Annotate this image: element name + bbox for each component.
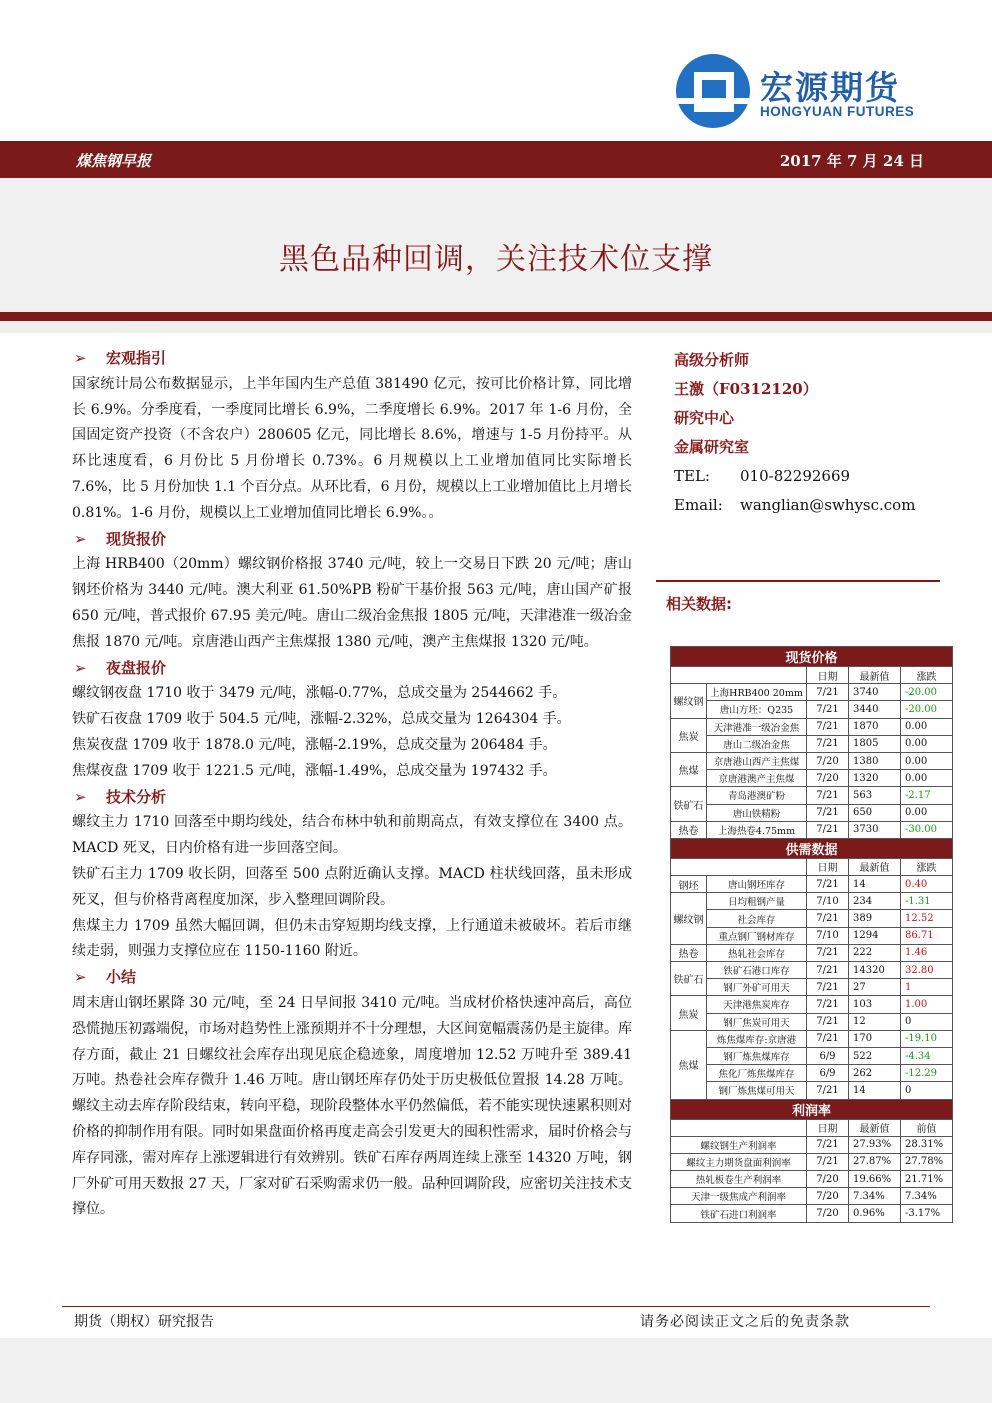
section-paragraph: 焦炭夜盘 1709 收于 1878.0 元/吨，涨幅-2.19%，总成交量为 206484 手。 xyxy=(72,736,557,753)
table-prev-value: 7.34% xyxy=(901,1188,953,1205)
table-category: 钢坯 xyxy=(671,876,707,893)
table-date: 7/21 xyxy=(807,996,849,1013)
table-date: 7/21 xyxy=(807,962,849,979)
bullet-arrow-icon: ➢ xyxy=(74,787,87,806)
table-date: 7/21 xyxy=(807,1153,849,1170)
tel-label: TEL: xyxy=(674,467,710,485)
section-paragraph: 周末唐山钢坯累降 30 元/吨，至 24 日早间报 3410 元/吨。当成材价格快速冲高后，高位恐慌抛压初露端倪，市场对趋势性上涨预期并不十分理想，大区间宽幅震荡仍是主旋律。库存方面，截止 21 日螺纹社会库存出现见底企稳迹象，周度增加 12.52 万吨升至 389.41 万吨。热卷社会库存微升 1.46 万吨。唐山钢坯库存仍处于历史极低位置报 14.28 万吨。螺纹主动去库存阶段结束，转向平稳，现阶段整体水平仍然偏低，若不能实现快速累积则对价格的抑制作用有限。同时如果盘面价格再度走高会引发更大的囤积性需求，届时价格会与库存同涨，需对库存上涨逻辑进行有效辨别。铁矿石库存两周连续上涨至 14320 万吨，钢厂外矿可用天数报 27 天，厂家对矿石采购需求仍一般。品种回调阶段，应密切关注技术支撑位。 xyxy=(72,994,632,1218)
sidebar-divider xyxy=(656,580,940,582)
tel-value: 010-82292669 xyxy=(740,467,851,485)
table-value: 650 xyxy=(849,804,901,821)
table-row xyxy=(671,944,953,961)
analyst-info xyxy=(674,346,974,520)
data-table xyxy=(670,646,952,1223)
table-value: 1805 xyxy=(849,735,901,752)
table-change: 0.00 xyxy=(901,718,953,735)
table-section-header: 供需数据 xyxy=(671,838,953,858)
table-section-header: 利润率 xyxy=(671,1099,953,1119)
footer-divider xyxy=(62,1306,930,1307)
table-row xyxy=(671,893,953,910)
table-date: 7/21 xyxy=(807,787,849,804)
table-value: 1320 xyxy=(849,770,901,787)
table-change: -30.00 xyxy=(901,821,953,838)
table-item-name: 焦化厂炼焦煤库存 xyxy=(707,1065,807,1082)
analyst-tel xyxy=(674,462,974,491)
table-prev-value: 28.31% xyxy=(901,1136,953,1153)
bullet-arrow-icon: ➢ xyxy=(74,658,87,677)
table-row xyxy=(671,1065,953,1082)
section-heading-text: 宏观指引 xyxy=(106,349,167,367)
table-col-header: 涨跌 xyxy=(901,858,953,875)
table-item-name: 钢厂炼焦煤库存 xyxy=(707,1047,807,1064)
table-col-header: 日期 xyxy=(807,1119,849,1136)
table-change: -4.34 xyxy=(901,1047,953,1064)
table-value: 12 xyxy=(849,1013,901,1030)
section-paragraph: 铁矿石夜盘 1709 收于 504.5 元/吨，涨幅-2.32%，总成交量为 1264304 手。 xyxy=(72,711,571,728)
table-value: 1870 xyxy=(849,718,901,735)
table-category: 热卷 xyxy=(671,821,707,838)
table-value: 522 xyxy=(849,1047,901,1064)
table-date: 7/21 xyxy=(807,804,849,821)
report-date: 2017 年 7 月 24 日 xyxy=(779,152,924,170)
table-date: 7/10 xyxy=(807,893,849,910)
table-change: 0 xyxy=(901,1013,953,1030)
table-value: 170 xyxy=(849,1030,901,1047)
table-item-name: 日均粗钢产量 xyxy=(707,893,807,910)
table-change: 0 xyxy=(901,1082,953,1099)
table-item-name: 京唐港山西产主焦煤 xyxy=(707,752,807,769)
table-row xyxy=(671,684,953,701)
table-row xyxy=(671,718,953,735)
analyst-dept: 研究中心 xyxy=(674,409,735,427)
table-date: 7/21 xyxy=(807,1082,849,1099)
table-item-name: 上海热卷4.75mm xyxy=(707,821,807,838)
table-change: 0.00 xyxy=(901,752,953,769)
table-date: 7/21 xyxy=(807,821,849,838)
table-col-header: 日期 xyxy=(807,667,849,684)
section-paragraph: 国家统计局公布数据显示，上半年国内生产总值 381490 亿元，按可比价格计算，同比增长 6.9%。分季度看，一季度同比增长 6.9%，二季度增长 6.9%。2017 年 1-6 月份，全国固定资产投资（不含农户）280605 亿元，同比增长 8.6%，增速与 1-5 月份持平。从环比速度看，6 月份比 5 月份增长 0.73%。6 月规模以上工业增加值同比实际增长 7.6%，比 5 月份加快 1.1 个百分点。从环比看，6 月份，规模以上工业增加值比上月增长 0.81%。1-6 月份，规模以上工业增加值同比增长 6.9%。。 xyxy=(72,375,632,521)
table-date: 7/20 xyxy=(807,1171,849,1188)
table-item-name: 钢厂外矿可用天 xyxy=(707,979,807,996)
table-item-name: 钢厂炼焦煤可用天 xyxy=(707,1082,807,1099)
section-heading-text: 技术分析 xyxy=(106,787,167,806)
related-data-label: 相关数据: xyxy=(666,595,732,613)
title-divider xyxy=(0,312,992,321)
analyst-name: 王激（F0312120） xyxy=(674,380,818,398)
section-heading-text: 现货报价 xyxy=(106,529,167,548)
table-row xyxy=(671,770,953,787)
table-item-name: 天津港焦炭库存 xyxy=(707,996,807,1013)
table-item-name: 唐山钢坯库存 xyxy=(707,876,807,893)
table-value: 0.96% xyxy=(849,1205,901,1222)
divider-band xyxy=(0,321,992,333)
logo-mark-icon xyxy=(676,54,750,128)
table-date: 7/21 xyxy=(807,1030,849,1047)
table-change: -20.00 xyxy=(901,684,953,701)
section-paragraph: 上海 HRB400（20mm）螺纹钢价格报 3740 元/吨，较上一交易日下跌 20 元/吨；唐山钢坯价格为 3440 元/吨。澳大利亚 61.50%PB 粉矿干基价报 563 元/吨，唐山国产矿报 650 元/吨，普式报价 67.95 美元/吨。唐山二级冶金焦报 1805 元/吨，天津港准一级冶金焦报 1870 元/吨。京唐港山西产主焦煤报 1380 元/吨，澳产主焦煤报 1320 元/吨。 xyxy=(72,556,632,650)
email-label: Email: xyxy=(674,496,723,514)
table-change: 1.00 xyxy=(901,996,953,1013)
table-change: -2.17 xyxy=(901,787,953,804)
table-date: 7/21 xyxy=(807,1013,849,1030)
table-row xyxy=(671,735,953,752)
table-category: 焦炭 xyxy=(671,996,707,1030)
table-value: 14320 xyxy=(849,962,901,979)
table-category: 焦炭 xyxy=(671,718,707,752)
table-item-name: 铁矿石港口库存 xyxy=(707,962,807,979)
table-row xyxy=(671,1047,953,1064)
table-item-name: 天津一级焦成产利润率 xyxy=(671,1188,807,1205)
section-heading-text: 夜盘报价 xyxy=(106,658,167,677)
table-change: 32.80 xyxy=(901,962,953,979)
table-value: 262 xyxy=(849,1065,901,1082)
table-category: 螺纹钢 xyxy=(671,893,707,945)
table-item-name: 铁矿石进口利润率 xyxy=(671,1205,807,1222)
page-title: 黑色品种回调，关注技术位支撑 xyxy=(279,242,713,277)
bullet-arrow-icon: ➢ xyxy=(74,349,87,367)
table-change: 1 xyxy=(901,979,953,996)
table-col-header: 最新值 xyxy=(849,858,901,875)
table-category: 焦煤 xyxy=(671,1030,707,1099)
table-category: 铁矿石 xyxy=(671,962,707,996)
table-value: 1294 xyxy=(849,927,901,944)
table-value: 27.93% xyxy=(849,1136,901,1153)
table-change: 12.52 xyxy=(901,910,953,927)
table-row xyxy=(671,1082,953,1099)
table-date: 7/21 xyxy=(807,701,849,718)
table-value: 1380 xyxy=(849,752,901,769)
table-date: 7/21 xyxy=(807,684,849,701)
table-item-name: 热轧板卷生产利润率 xyxy=(671,1171,807,1188)
table-value: 103 xyxy=(849,996,901,1013)
table-change: 1.46 xyxy=(901,944,953,961)
analyst-sub-dept: 金属研究室 xyxy=(674,438,750,456)
table-change: 86.71 xyxy=(901,927,953,944)
email-value[interactable]: wanglian@swhysc.com xyxy=(740,496,916,514)
table-row xyxy=(671,910,953,927)
analyst-role: 高级分析师 xyxy=(674,351,750,369)
table-date: 7/21 xyxy=(807,944,849,961)
table-item-name: 天津港准一级冶金焦 xyxy=(707,718,807,735)
table-row xyxy=(671,1030,953,1047)
table-date: 7/21 xyxy=(807,718,849,735)
table-value: 222 xyxy=(849,944,901,961)
table-row xyxy=(671,1205,953,1222)
table-item-name: 螺纹主力期货盘面利润率 xyxy=(671,1153,807,1170)
analyst-email xyxy=(674,491,974,520)
table-row xyxy=(671,1188,953,1205)
table-col-header: 前值 xyxy=(901,1119,953,1136)
table-change: -20.00 xyxy=(901,701,953,718)
table-change: -12.29 xyxy=(901,1065,953,1082)
table-change: -1.31 xyxy=(901,893,953,910)
bullet-arrow-icon: ➢ xyxy=(74,968,87,987)
table-row xyxy=(671,752,953,769)
table-date: 7/20 xyxy=(807,1205,849,1222)
section-heading xyxy=(72,656,632,682)
table-item-name: 热轧社会库存 xyxy=(707,944,807,961)
table-prev-value: 21.71% xyxy=(901,1171,953,1188)
table-category: 铁矿石 xyxy=(671,787,707,821)
table-row xyxy=(671,1171,953,1188)
table-row xyxy=(671,1013,953,1030)
table-category: 热卷 xyxy=(671,944,707,961)
table-item-name: 唐山二级冶金焦 xyxy=(707,735,807,752)
table-date: 7/20 xyxy=(807,1188,849,1205)
section-paragraph: 焦煤主力 1709 虽然大幅回调，但仍未击穿短期均线支撑，上行通道未被破坏。若后市继续走弱，则强力支撑位应在 1150-1160 附近。 xyxy=(72,917,632,960)
table-row xyxy=(671,876,953,893)
table-row xyxy=(671,1153,953,1170)
table-value: 14 xyxy=(849,876,901,893)
report-type: 煤焦钢早报 xyxy=(76,152,152,170)
header-bar xyxy=(0,141,992,178)
table-col-header: 涨跌 xyxy=(901,667,953,684)
table-category: 焦煤 xyxy=(671,752,707,786)
main-content xyxy=(72,346,632,1223)
table-change: 0.00 xyxy=(901,804,953,821)
table-row xyxy=(671,927,953,944)
table-value: 14 xyxy=(849,1082,901,1099)
table-item-name: 唐山方坯：Q235 xyxy=(707,701,807,718)
table-col-blank xyxy=(671,667,807,684)
section-heading xyxy=(72,965,632,991)
section-heading-text: 小结 xyxy=(106,968,137,987)
section-heading xyxy=(72,346,632,372)
table-date: 7/20 xyxy=(807,752,849,769)
table-date: 7/21 xyxy=(807,735,849,752)
section-paragraph: 铁矿石主力 1709 收长阴，回落至 500 点附近确认支撑。MACD 柱状线回落，虽未形成死叉，但与价格背离程度加深，步入整理回调阶段。 xyxy=(72,865,632,908)
section-heading xyxy=(72,527,632,553)
table-value: 3740 xyxy=(849,684,901,701)
table-value: 234 xyxy=(849,893,901,910)
table-change: 0.00 xyxy=(901,770,953,787)
table-col-blank xyxy=(671,858,807,875)
table-item-name: 社会库存 xyxy=(707,910,807,927)
table-value: 27 xyxy=(849,979,901,996)
table-item-name: 京唐港澳产主焦煤 xyxy=(707,770,807,787)
table-value: 389 xyxy=(849,910,901,927)
table-row xyxy=(671,962,953,979)
bullet-arrow-icon: ➢ xyxy=(74,529,87,548)
table-value: 3440 xyxy=(849,701,901,718)
table-item-name: 钢厂焦炭可用天 xyxy=(707,1013,807,1030)
table-value: 19.66% xyxy=(849,1171,901,1188)
table-col-blank xyxy=(671,1119,807,1136)
table-value: 27.87% xyxy=(849,1153,901,1170)
table-date: 7/10 xyxy=(807,927,849,944)
table-value: 3730 xyxy=(849,821,901,838)
table-date: 6/9 xyxy=(807,1047,849,1064)
section-paragraph: 焦煤夜盘 1709 收于 1221.5 元/吨，涨幅-1.49%，总成交量为 197432 手。 xyxy=(72,762,557,779)
logo-name-cn: 宏源期货 xyxy=(760,68,900,107)
table-row xyxy=(671,996,953,1013)
section-paragraph: 螺纹主力 1710 回落至中期均线处，结合布林中轨和前期高点，有效支撑位在 3400 点。MACD 死叉，日内价格有进一步回落空间。 xyxy=(72,814,632,857)
table-row xyxy=(671,821,953,838)
table-col-header: 日期 xyxy=(807,858,849,875)
table-item-name: 炼焦煤库存:京唐港 xyxy=(707,1030,807,1047)
table-section-header: 现货价格 xyxy=(671,647,953,667)
table-row xyxy=(671,979,953,996)
table-item-name: 唐山铁精粉 xyxy=(707,804,807,821)
table-item-name: 上海HRB400 20mm xyxy=(707,684,807,701)
table-date: 7/21 xyxy=(807,979,849,996)
table-col-header: 最新值 xyxy=(849,1119,901,1136)
table-value: 563 xyxy=(849,787,901,804)
footer-disclaimer: 请务必阅读正文之后的免责条款 xyxy=(640,1314,850,1330)
table-row xyxy=(671,701,953,718)
table-date: 7/20 xyxy=(807,770,849,787)
table-item-name: 重点钢厂钢材库存 xyxy=(707,927,807,944)
section-paragraph: 螺纹钢夜盘 1710 收于 3479 元/吨，涨幅-0.77%，总成交量为 2544662 手。 xyxy=(72,685,567,702)
bottom-band xyxy=(0,1338,992,1403)
table-date: 7/21 xyxy=(807,910,849,927)
company-logo xyxy=(676,52,936,130)
table-date: 7/21 xyxy=(807,1136,849,1153)
table-col-header: 最新值 xyxy=(849,667,901,684)
table-item-name: 青岛港澳矿粉 xyxy=(707,787,807,804)
table-value: 7.34% xyxy=(849,1188,901,1205)
table-date: 7/21 xyxy=(807,876,849,893)
table-change: -19.10 xyxy=(901,1030,953,1047)
table-item-name: 螺纹钢生产利润率 xyxy=(671,1136,807,1153)
table-category: 螺纹钢 xyxy=(671,684,707,718)
table-change: 0.40 xyxy=(901,876,953,893)
logo-name-en: HONGYUAN FUTURES xyxy=(760,104,915,119)
table-prev-value: 27.78% xyxy=(901,1153,953,1170)
table-row xyxy=(671,1136,953,1153)
table-change: 0.00 xyxy=(901,735,953,752)
table-prev-value: -3.17% xyxy=(901,1205,953,1222)
section-heading xyxy=(72,785,632,811)
table-date: 6/9 xyxy=(807,1065,849,1082)
footer-left: 期货（期权）研究报告 xyxy=(74,1314,214,1330)
table-row xyxy=(671,787,953,804)
table-row xyxy=(671,804,953,821)
